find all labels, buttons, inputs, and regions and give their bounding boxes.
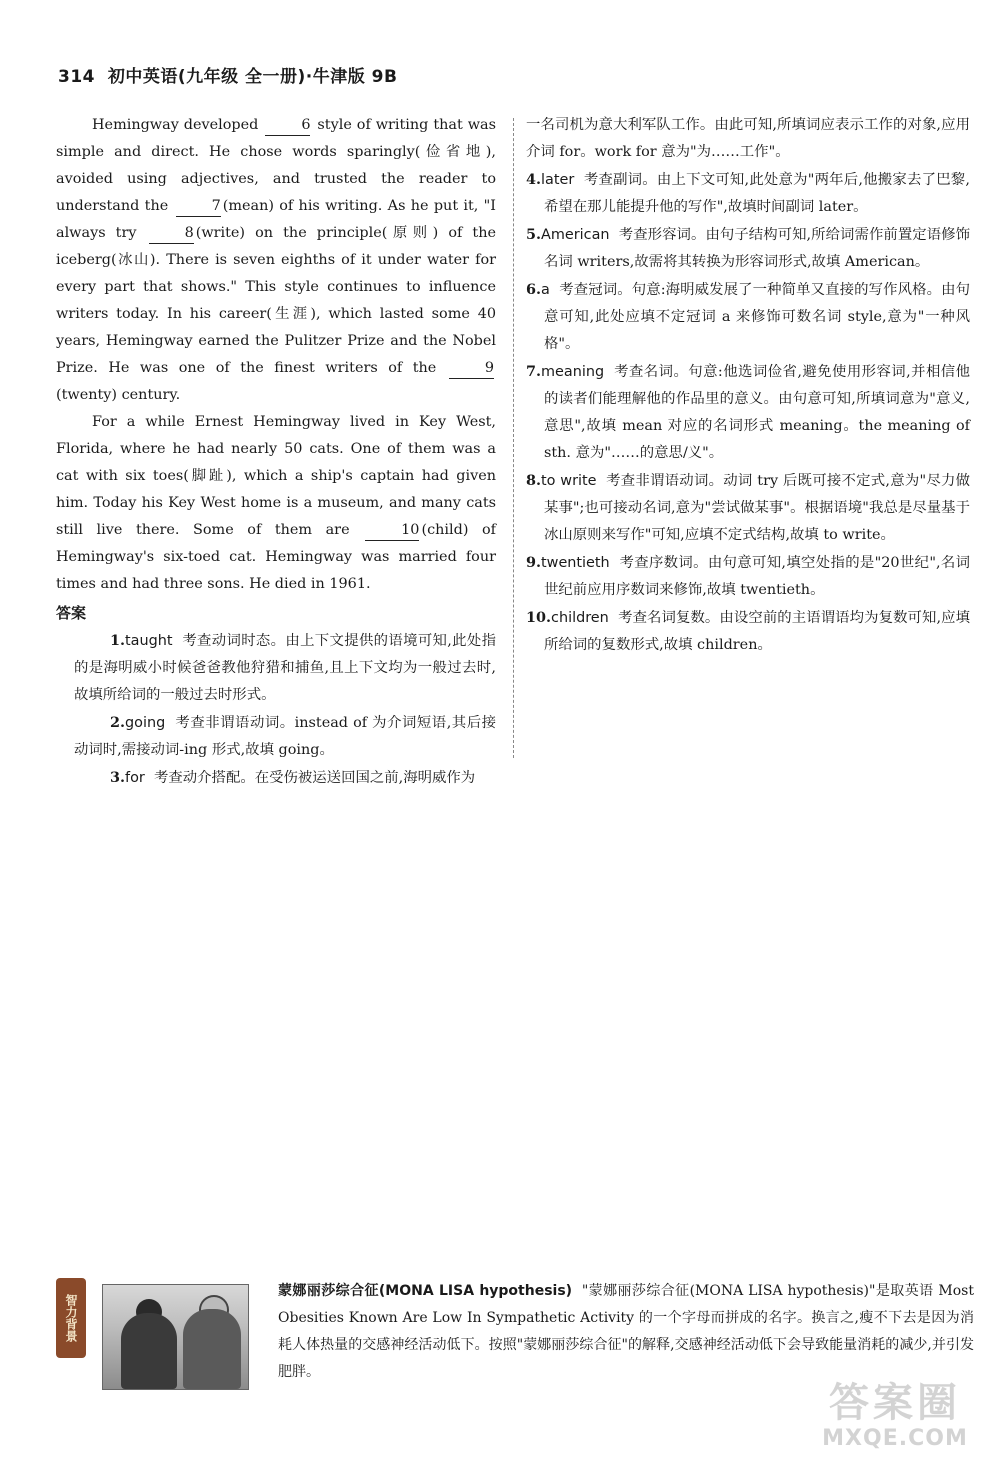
answer-9: 9.twentieth 考查序数词。由句意可知,填空处指的是"20世纪",名词世纪前应用序数词来修饰,故填 twentieth。: [526, 554, 970, 598]
answer-7: 7.meaning 考查名词。句意:他选词俭省,避免使用形容词,并相信他的读者们能理解他的作品里的意义。由句意可知,所填词意为"意义,意思",故填 mean 对应的名词形式 meaning。the meaning of sth. 意为"……的意思/义"。: [526, 363, 971, 461]
left-column: [56, 112, 496, 792]
answer-5: 5.American 考查形容词。由句子结构可知,所给词需作前置定语修饰名词 writers,故需将其转换为形容词形式,故填 American。: [526, 226, 971, 270]
background-text: [278, 1278, 974, 1386]
answer-1: 1.taught 考查动词时态。由上下文提供的语境可知,此处指的是海明威小时候爸爸教他狩猎和捕鱼,且上下文均为一般过去时,故填所给词的一般过去时形式。: [74, 632, 496, 703]
answer-2: 2.going 考查非谓语动词。instead of 为介词短语,其后接动词时,需接动词-ing 形式,故填 going。: [74, 714, 497, 758]
page-header: [58, 62, 397, 87]
column-divider: [513, 118, 514, 758]
answer-10: 10.children 考查名词复数。由设空前的主语谓语均为复数可知,应填所给词的复数形式,故填 children。: [526, 609, 970, 653]
watermark-logo: 答案圈 MXQE.COM: [822, 1380, 968, 1451]
blank-8: 8: [149, 223, 194, 244]
blank-10: 10: [365, 520, 419, 541]
passage-paragraph-1: Hemingway developed 6 style of writing that was simple and direct. He chose words sparingly(俭省地), avoided using adjectives, and trusted the reader to understand the 7 (mean) of his writing. As he put it, "I always try 8 (write) on the principle(原则) of the iceberg(冰山). There is seven eighths of it under water for every part that shows." This style continues to influence writers today. In his career(生涯), which lasted some 40 years, Hemingway earned the Pulitzer Prize and the Nobel Prize. He was one of the finest writers of the 9(twenty) century.: [56, 117, 496, 403]
background-title: 蒙娜丽莎综合征(MONA LISA hypothesis): [278, 1283, 573, 1299]
answer-3: 3.for 考查动介搭配。在受伤被运送回国之前,海明威作为: [110, 769, 476, 786]
answers-title: 答案: [56, 604, 87, 622]
answer-8: 8.to write 考查非谓语动词。动词 try 后既可接不定式,意为"尽力做某事";也可接动名词,意为"尝试做某事"。根据语境"我总是尽量基于冰山原则来写作"可知,应填不定式结构,故填 to write。: [526, 472, 970, 543]
passage-paragraph-2: For a while Ernest Hemingway lived in Key West, Florida, where he had nearly 50 cats. One of them was a cat with six toes(脚趾), which a ship's captain had given him. Today his Key West home is a museum, and many cats still live there. Some of them are 10 (child) of Hemingway's six-toed cat. Hemingway was married four times and had three sons. He died in 1961.: [56, 414, 496, 592]
background-tab-label: 智力背景: [56, 1278, 86, 1358]
page-number: 314: [58, 67, 95, 87]
background-body: "蒙娜丽莎综合征(MONA LISA hypothesis)"是取英语 Most Obesities Known Are Low In Sympathetic Activity 的一个字母而拼成的名字。换言之,瘦不下去是因为消耗人体热量的交感神经活动低下。按照"蒙娜丽莎综合征"的解释,交感神经活动低下会导致能量消耗的减少,并引发肥胖。: [278, 1283, 974, 1380]
blank-6: 6: [265, 115, 310, 136]
answer-6: 6.a 考查冠词。句意:海明威发展了一种简单又直接的写作风格。由句意可知,此处应填不定冠词 a 来修饰可数名词 style,意为"一种风格"。: [526, 281, 970, 352]
photo-two-people-image: [102, 1284, 249, 1390]
answer-3-continued: 一名司机为意大利军队工作。由此可知,所填词应表示工作的对象,应用介词 for。work for 意为"为……工作"。: [526, 117, 970, 160]
blank-7: 7: [176, 196, 221, 217]
book-title: 初中英语(九年级 全一册)·牛津版 9B: [107, 67, 398, 87]
background-knowledge-box: [56, 1272, 974, 1394]
right-column: [526, 112, 970, 659]
answer-4: 4.later 考查副词。由上下文可知,此处意为"两年后,他搬家去了巴黎,希望在那儿能提升他的写作",故填时间副词 later。: [526, 171, 970, 215]
blank-9: 9: [449, 358, 494, 379]
